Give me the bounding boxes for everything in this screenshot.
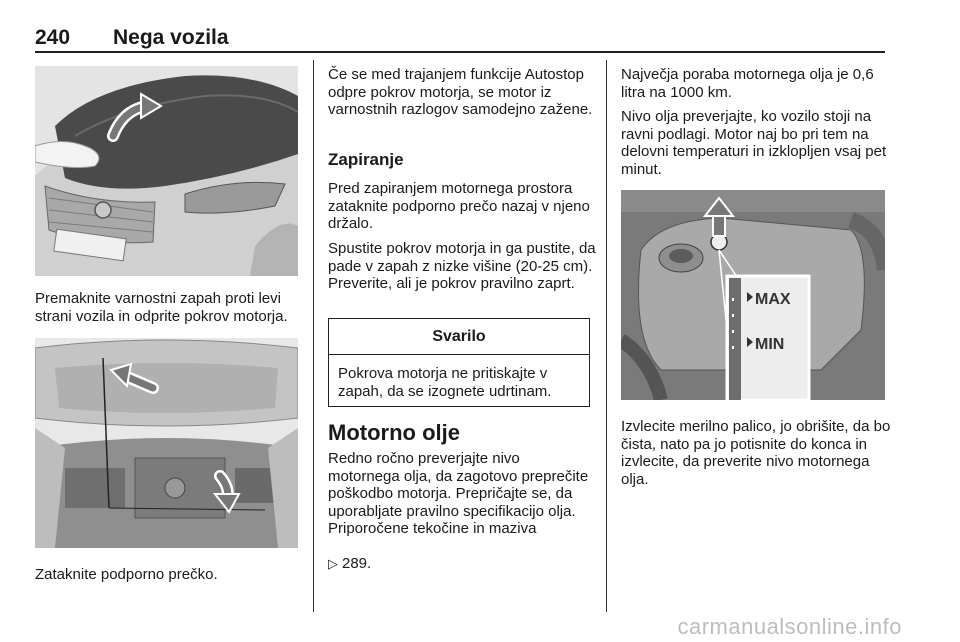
support-rod-illustration bbox=[35, 338, 298, 548]
xref-page: 289. bbox=[342, 555, 372, 572]
warning-text: Pokrova motorja ne pritiskajte v zapah, da se izognete udrtinam. bbox=[338, 365, 552, 400]
page-number: 240 bbox=[35, 26, 71, 49]
header-rule bbox=[35, 51, 885, 53]
warning-title: Svarilo bbox=[329, 319, 589, 355]
hood-illustration bbox=[35, 66, 298, 276]
dipstick-max-label: MAX bbox=[755, 291, 791, 308]
engine-oil-paragraph: Redno ročno preverjajte nivo motornega olja, da zagotovo preprečite poškodbo motorja. Prepričajte se, da uporabljate pravilno specifikacijo olja. Priporočene tekočine in maziva bbox=[328, 450, 589, 537]
caption-support-rod: Zataknite podporno prečko. bbox=[35, 566, 218, 583]
column-divider-right bbox=[606, 60, 607, 612]
dipstick-illustration bbox=[621, 190, 885, 400]
triangle-reference-icon: ▷ bbox=[328, 556, 338, 571]
autostop-paragraph: Če se med trajanjem funkcije Autostop odpre pokrov motorja, se motor iz varnostnih razlogov samodejno zažene. bbox=[328, 66, 593, 118]
closing-paragraph-1: Pred zapiranjem motornega prostora zataknite podporno prečo nazaj v njeno držalo. bbox=[328, 180, 590, 232]
page-header bbox=[35, 22, 885, 52]
caption-open-hood: Premaknite varnostni zapah proti levi strani vozila in odprite pokrov motorja. bbox=[35, 290, 288, 325]
engine-oil-heading: Motorno olje bbox=[328, 420, 460, 445]
warning-box bbox=[328, 318, 590, 407]
column-divider-left bbox=[313, 60, 314, 612]
figure-dipstick bbox=[621, 190, 885, 400]
watermark: carmanualsonline.info bbox=[677, 614, 902, 639]
page-title: Nega vozila bbox=[113, 26, 229, 49]
figure-open-hood bbox=[35, 66, 298, 276]
figure-support-rod bbox=[35, 338, 298, 548]
dipstick-min-label: MIN bbox=[755, 336, 785, 353]
oil-check-conditions-paragraph: Nivo olja preverjajte, ko vozilo stoji na ravni podlagi. Motor naj bo pri tem na delovni temperaturi in izklopljen vsaj pet minut. bbox=[621, 108, 887, 178]
dipstick-instructions-paragraph: Izvlecite merilno palico, jo obrišite, da bo čista, nato pa jo potisnite do konca in izvlecite, da preverite nivo motornega olja. bbox=[621, 418, 891, 488]
closing-paragraph-2: Spustite pokrov motorja in ga pustite, da pade v zapah z nizke višine (20-25 cm). Preverite, ali je pokrov pravilno zaprt. bbox=[328, 240, 596, 292]
closing-heading: Zapiranje bbox=[328, 150, 404, 169]
oil-consumption-paragraph: Največja poraba motornega olja je 0,6 litra na 1000 km. bbox=[621, 66, 874, 101]
cross-reference[interactable] bbox=[328, 555, 590, 573]
